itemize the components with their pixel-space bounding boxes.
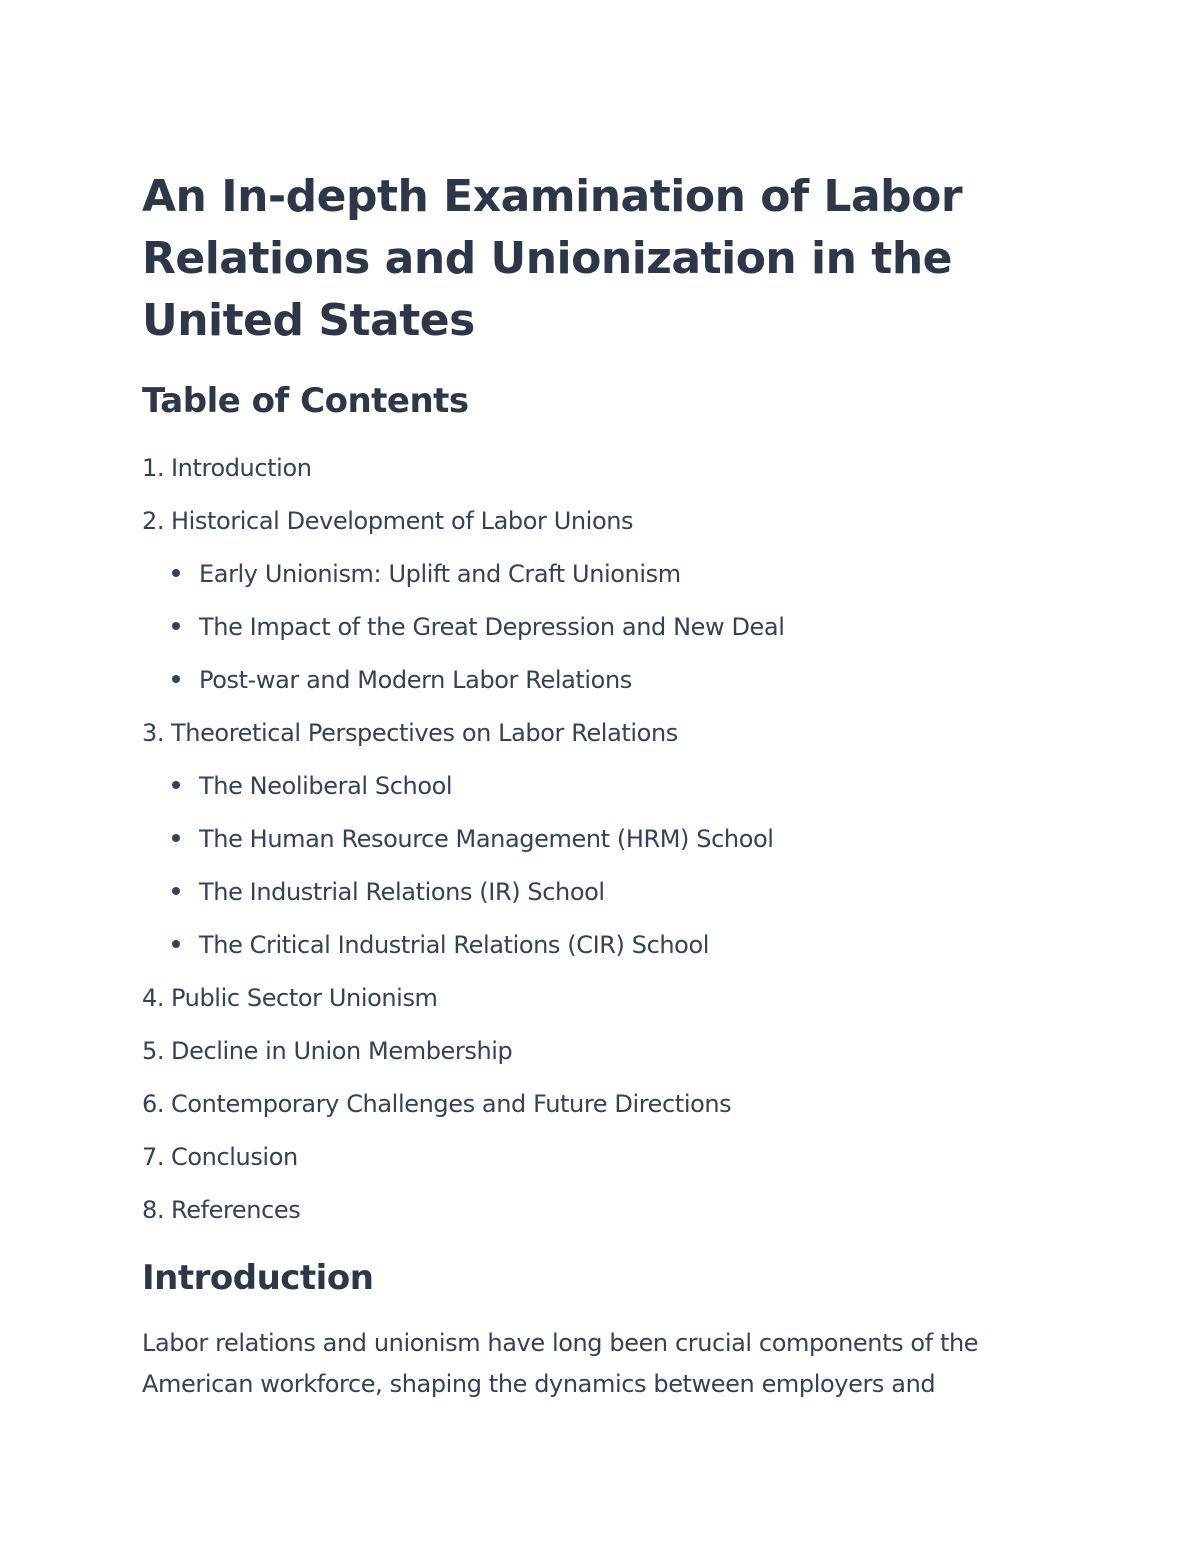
bullet-icon	[172, 781, 180, 789]
toc-item[interactable]	[142, 1033, 785, 1086]
bullet-icon	[172, 887, 180, 895]
bullet-icon	[172, 940, 180, 948]
toc-item[interactable]	[142, 1139, 785, 1192]
bullet-icon	[172, 569, 180, 577]
toc-item[interactable]	[142, 715, 785, 768]
toc-item-label: Introduction	[171, 454, 312, 482]
toc-subitem[interactable]	[142, 821, 785, 874]
toc-item-label: Contemporary Challenges and Future Directions	[171, 1090, 732, 1118]
toc-item-number: 1.	[142, 454, 165, 482]
table-of-contents	[142, 450, 785, 1245]
toc-item[interactable]	[142, 450, 785, 503]
toc-item-label: Conclusion	[171, 1143, 298, 1171]
section-heading-introduction: Introduction	[142, 1258, 374, 1298]
toc-item[interactable]	[142, 1192, 785, 1245]
toc-item-number: 5.	[142, 1037, 165, 1065]
toc-item-label: The Human Resource Management (HRM) School	[199, 825, 774, 853]
toc-item-label: References	[171, 1196, 301, 1224]
toc-item-label: Post-war and Modern Labor Relations	[199, 666, 632, 694]
toc-item-label: Early Unionism: Uplift and Craft Unionism	[199, 560, 681, 588]
toc-subitem[interactable]	[142, 927, 785, 980]
toc-item-label: The Neoliberal School	[199, 772, 453, 800]
toc-item-label: Decline in Union Membership	[171, 1037, 513, 1065]
toc-subitem[interactable]	[142, 609, 785, 662]
toc-subitem[interactable]	[142, 556, 785, 609]
introduction-paragraph: Labor relations and unionism have long been crucial components of the American workforce, shaping the dynamics between employers and	[142, 1329, 979, 1398]
toc-item[interactable]	[142, 980, 785, 1033]
toc-item[interactable]	[142, 1086, 785, 1139]
toc-item-label: Public Sector Unionism	[171, 984, 438, 1012]
bullet-icon	[172, 675, 180, 683]
toc-item-number: 2.	[142, 507, 165, 535]
toc-item-label: Theoretical Perspectives on Labor Relations	[171, 719, 678, 747]
toc-subitem[interactable]	[142, 662, 785, 715]
toc-item-label: The Critical Industrial Relations (CIR) School	[199, 931, 710, 959]
toc-item-label: The Impact of the Great Depression and New Deal	[199, 613, 785, 641]
toc-item-label: The Industrial Relations (IR) School	[199, 878, 605, 906]
toc-subitem[interactable]	[142, 874, 785, 927]
toc-subitem[interactable]	[142, 768, 785, 821]
bullet-icon	[172, 622, 180, 630]
document-title: An In-depth Examination of Labor Relations and Unionization in the United States	[142, 171, 963, 346]
toc-item-number: 6.	[142, 1090, 165, 1118]
toc-item[interactable]	[142, 503, 785, 556]
toc-item-number: 4.	[142, 984, 165, 1012]
toc-item-number: 3.	[142, 719, 165, 747]
toc-item-label: Historical Development of Labor Unions	[171, 507, 634, 535]
toc-item-number: 8.	[142, 1196, 165, 1224]
toc-item-number: 7.	[142, 1143, 165, 1171]
toc-heading: Table of Contents	[142, 381, 469, 421]
bullet-icon	[172, 834, 180, 842]
